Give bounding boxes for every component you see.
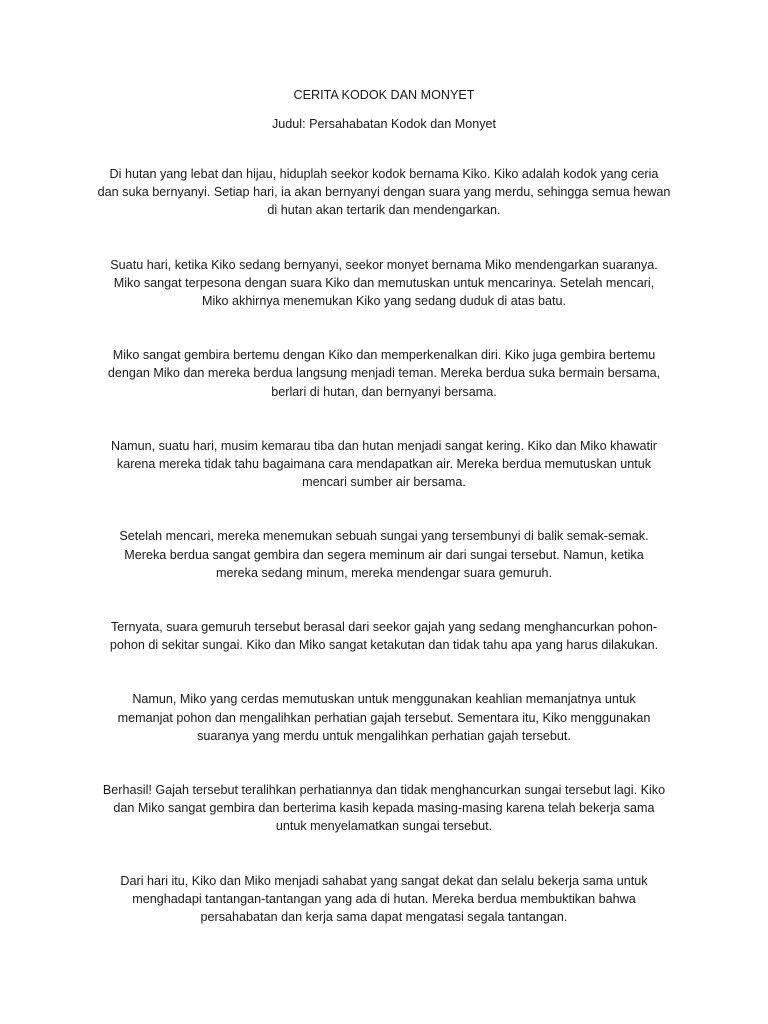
paragraph-line: Mereka berdua sangat gembira dan segera meminum air dari sungai tersebut. Namun, ketika (124, 547, 644, 562)
paragraph-line: Namun, suatu hari, musim kemarau tiba dan hutan menjadi sangat kering. Kiko dan Miko khawatir (110, 438, 657, 453)
paragraph-line: suaranya yang merdu untuk mengalihkan perhatian gajah tersebut. (197, 728, 571, 743)
paragraph-line: di hutan akan tertarik dan mendengarkan. (267, 203, 501, 218)
paragraph-line: menghadapi tantangan-tantangan yang ada di hutan. Mereka berdua membuktikan bahwa (132, 891, 636, 906)
paragraph-line: Dari hari itu, Kiko dan Miko menjadi sahabat yang sangat dekat dan selalu bekerja sama untuk (120, 873, 648, 888)
paragraph-line: mereka sedang minum, mereka mendengar suara gemuruh. (215, 565, 552, 580)
paragraph-line: dan Miko sangat gembira dan berterima kasih kepada masing-masing karena telah bekerja sama (113, 801, 655, 816)
paragraph-line: Miko akhirnya menemukan Kiko yang sedang duduk di atas batu. (201, 294, 567, 309)
paragraph-line: Miko sangat terpesona dengan suara Kiko dan memutuskan untuk mencarinya. Setelah mencari, (113, 275, 655, 290)
story-paragraph (88, 256, 680, 311)
paragraph-line: mencari sumber air bersama. (302, 475, 466, 490)
paragraph-line: berlari di hutan, dan bernyanyi bersama. (271, 384, 497, 399)
story-paragraph (88, 165, 680, 220)
paragraph-line: Di hutan yang lebat dan hijau, hiduplah seekor kodok bernama Kiko. Kiko adalah kodok yang ceria (109, 167, 659, 181)
paragraph-line: persahabatan dan kerja sama dapat mengatasi segala tantangan. (200, 910, 568, 925)
story-paragraph (88, 781, 680, 836)
document-subtitle: Judul: Persahabatan Kodok dan Monyet (271, 117, 497, 131)
paragraph-line: dengan Miko dan mereka berdua langsung menjadi teman. Mereka berdua suka bermain bersama, (107, 366, 661, 381)
story-paragraphs (88, 165, 680, 926)
paragraph-line: Namun, Miko yang cerdas memutuskan untuk menggunakan keahlian memanjatnya untuk (132, 692, 636, 707)
paragraph-line: Setelah mencari, mereka menemukan sebuah sungai yang tersembunyi di balik semak-semak. (119, 529, 649, 544)
paragraph-line: karena mereka tidak tahu bagaimana cara mendapatkan air. Mereka berdua memutuskan untuk (116, 457, 652, 472)
paragraph-line: Berhasil! Gajah tersebut teralihkan perhatiannya dan tidak menghancurkan sungai tersebut lagi. Kiko (102, 783, 666, 798)
paragraph-line: Ternyata, suara gemuruh tersebut berasal dari seekor gajah yang sedang menghancurkan pohon- (110, 620, 658, 635)
paragraph-line: Suatu hari, ketika Kiko sedang bernyanyi, seekor monyet bernama Miko mendengarkan suaranya. (110, 257, 658, 272)
story-paragraph (88, 872, 680, 927)
paragraph-line: untuk menyelamatkan sungai tersebut. (275, 819, 493, 834)
story-paragraph (88, 527, 680, 582)
paragraph-line: memanjat pohon dan mengalihkan perhatian gajah tersebut. Sementara itu, Kiko menggunakan (117, 710, 651, 725)
story-paragraph (88, 346, 680, 401)
document-title: CERITA KODOK DAN MONYET (293, 88, 475, 102)
paragraph-line: pohon di sekitar sungai. Kiko dan Miko sangat ketakutan dan tidak tahu apa yang harus dilakukan. (109, 638, 659, 653)
story-paragraph (88, 690, 680, 745)
paragraph-line: Miko sangat gembira bertemu dengan Kiko dan memperkenalkan diri. Kiko juga gembira bertemu (112, 348, 656, 363)
document-body (88, 86, 680, 962)
story-paragraph (88, 618, 680, 654)
story-paragraph (88, 437, 680, 492)
paragraph-line: dan suka bernyanyi. Setiap hari, ia akan bernyanyi dengan suara yang merdu, sehingga semua hewan (97, 185, 671, 200)
